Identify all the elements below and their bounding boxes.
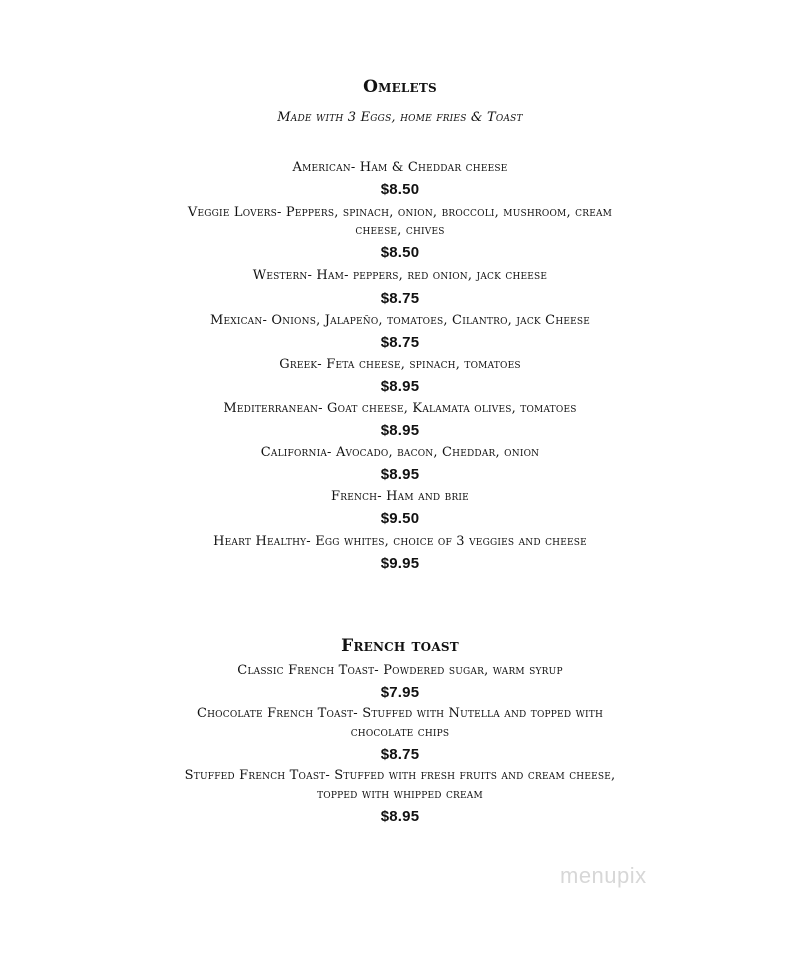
menu-item-price: $8.95 [380,378,420,395]
menu-item-desc: Greek- Feta cheese, spinach, tomatoes [279,357,521,372]
menu-item-price: $8.75 [380,290,420,307]
menu-item-price: $9.95 [380,555,420,572]
menu-item-price: $8.95 [380,422,420,439]
menu-item-desc: Chocolate French Toast- Stuffed with Nutella and topped with [196,706,604,721]
menu-item-desc: Stuffed French Toast- Stuffed with fresh fruits and cream cheese, [184,768,616,783]
menu-item-desc: Mediterranean- Goat cheese, Kalamata olives, tomatoes [223,401,577,416]
menu-item-price: $9.50 [380,510,420,527]
menu-item-price: $8.75 [380,746,420,763]
menu-item-desc: Heart Healthy- Egg whites, choice of 3 veggies and cheese [213,534,587,549]
french-toast-heading: French toast [341,636,459,656]
omelets-subtitle: Made with 3 Eggs, home fries & Toast [277,110,523,125]
menu-item-desc: Classic French Toast- Powdered sugar, warm syrup [237,663,563,678]
menu-item-price: $8.95 [380,466,420,483]
menu-item-desc-cont: chocolate chips [350,725,450,740]
menu-item-price: $8.75 [380,334,420,351]
menu-item-desc-cont: topped with whipped cream [317,787,483,802]
menu-item-desc: Western- Ham- peppers, red onion, jack cheese [252,268,548,283]
menu-item-desc: California- Avocado, bacon, Cheddar, onion [260,445,540,460]
menu-item-desc: American- Ham & Cheddar cheese [292,160,508,175]
menu-item-price: $8.50 [380,181,420,198]
menu-item-desc-cont: cheese, chives [355,223,445,238]
menu-item-price: $7.95 [380,684,420,701]
menu-item-price: $8.95 [380,808,420,825]
menu-item-desc: Mexican- Onions, Jalapeño, tomatoes, Cilantro, jack Cheese [209,313,591,328]
watermark-logo: menupix [560,863,647,888]
menu-item-price: $8.50 [380,244,420,261]
menu-item-desc: French- Ham and brie [331,489,469,504]
menu-item-desc: Veggie Lovers- Peppers, spinach, onion, broccoli, mushroom, cream [187,205,613,220]
omelets-heading: Omelets [363,77,437,97]
